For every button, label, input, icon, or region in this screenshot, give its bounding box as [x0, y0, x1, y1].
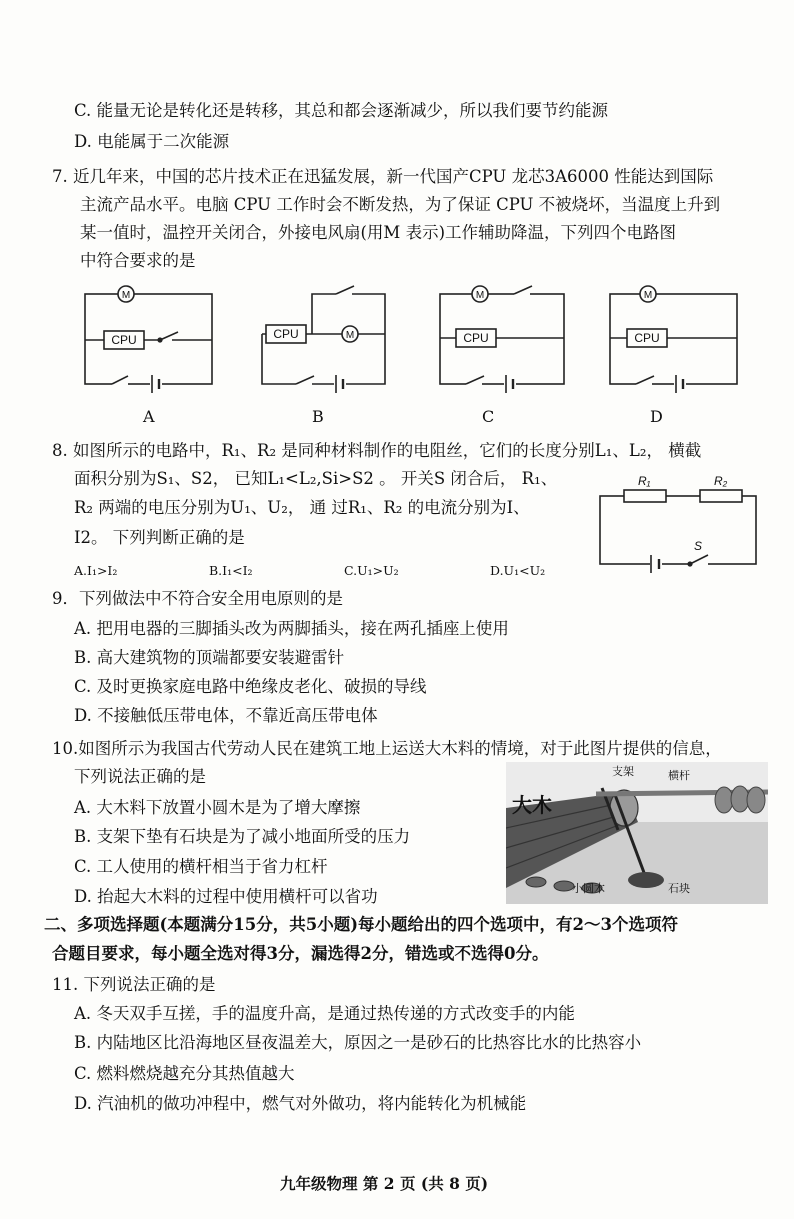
q10-option-b: B. 支架下垫有石块是为了减小地面所受的压力 [74, 827, 411, 846]
cpu-label-d: CPU [634, 331, 660, 345]
circuit-label-d: D [650, 407, 663, 426]
motor-label-d: M [643, 290, 653, 301]
q8-stem-line-2: 面积分别为S₁、S2， 已知L₁<L₂,Si>S2 。 开关S 闭合后， R₁、 [74, 469, 558, 488]
q11-option-b: B. 内陆地区比沿海地区昼夜温差大，原因之一是砂石的比热容比水的比热容小 [74, 1033, 642, 1052]
q7-stem-line-4: 中符合要求的是 [80, 251, 196, 270]
cpu-label-c: CPU [463, 331, 489, 345]
q11-stem: 11. 下列说法正确的是 [52, 975, 216, 994]
q8-stem-line-3: R₂ 两端的电压分别为U₁、U₂， 通 过R₁、R₂ 的电流分别为I、 [74, 498, 530, 517]
q10-stem-line-1: 10.如图所示为我国古代劳动人民在建筑工地上运送大木料的情境，对于此图片提供的信息， [52, 739, 722, 758]
q9-option-a: A. 把用电器的三脚插头改为两脚插头，接在两孔插座上使用 [74, 619, 509, 638]
q8-stem-line-4: I2。 下列判断正确的是 [74, 528, 245, 547]
circuit-label-c: C [482, 407, 495, 426]
q9-option-b: B. 高大建筑物的顶端都要安装避雷针 [74, 648, 345, 667]
q9-stem: 9．下列做法中不符合安全用电原则的是 [52, 589, 343, 608]
motor-label-a: M [121, 290, 131, 301]
motor-label-c: M [475, 290, 485, 301]
q11-option-d: D. 汽油机的做功冲程中，燃气对外做功，将内能转化为机械能 [74, 1094, 527, 1113]
resistor-r1 [624, 490, 666, 502]
section2-heading-line-1: 二、多项选择题(本题满分15分，共5小题)每小题给出的四个选项中，有2～3个选项符 [44, 915, 679, 934]
circuit-d [610, 286, 737, 393]
r2-label: R₂ [714, 474, 728, 488]
q7-stem-line-2: 主流产品水平。电脑 CPU 工作时会不断发热，为了保证 CPU 不被烧坏，当温度上升到 [80, 195, 721, 214]
motor-label-b: M [345, 330, 355, 341]
q9-option-d: D. 不接触低压带电体，不靠近高压带电体 [74, 706, 378, 725]
q8-option-d: D.U₁<U₂ [490, 563, 546, 578]
circuit-c [440, 286, 564, 393]
section2-heading-line-2: 合题目要求，每小题全选对得3分，漏选得2分，错选或不选得0分。 [52, 944, 549, 963]
label-bar: 横杆 [668, 770, 690, 782]
s-label: S [694, 539, 703, 553]
q7-stem-line-1: 7. 近几年来，中国的芯片技术正在迅猛发展，新一代国产CPU 龙芯3A6000 性能达到国际 [52, 167, 714, 186]
circuit-a [85, 286, 212, 393]
q7-stem-line-3: 某一值时，温控开关闭合，外接电风扇(用M 表示)工作辅助降温，下列四个电路图 [80, 223, 677, 242]
q8-option-c: C.U₁>U₂ [344, 563, 399, 578]
r1-label: R₁ [638, 474, 651, 488]
q9-option-c: C. 及时更换家庭电路中绝缘皮老化、破损的导线 [74, 677, 427, 696]
label-stone: 石块 [668, 883, 690, 895]
page-footer: 九年级物理 第 2 页 (共 8 页) [280, 1174, 489, 1193]
q11-option-c: C. 燃料燃烧越充分其热值越大 [74, 1064, 295, 1083]
q11-option-a: A. 冬天双手互搓，手的温度升高，是通过热传递的方式改变手的内能 [74, 1004, 575, 1023]
q10-option-c: C. 工人使用的横杆相当于省力杠杆 [74, 857, 328, 876]
label-big-wood: 大木 [512, 795, 552, 817]
q10-stem-line-2: 下列说法正确的是 [74, 767, 206, 786]
circuit-label-b: B [312, 407, 324, 426]
q10-option-d: D. 抬起大木料的过程中使用横杆可以省功 [74, 887, 378, 906]
q6-option-d: D. 电能属于二次能源 [74, 132, 230, 151]
circuit-label-a: A [143, 407, 155, 426]
q8-option-a: A.I₁>I₂ [74, 563, 118, 578]
q8-stem-line-1: 8. 如图所示的电路中，R₁、R₂ 是同种材料制作的电阻丝，它们的长度分别L₁、L₂， 横截 [52, 441, 702, 460]
label-bracket: 支架 [612, 766, 634, 778]
q6-option-c: C. 能量无论是转化还是转移，其总和都会逐渐减少，所以我们要节约能源 [74, 101, 609, 120]
q7-circuit-diagrams [0, 276, 794, 406]
q10-lumber-illustration [506, 762, 768, 904]
cpu-label-a: CPU [111, 333, 137, 347]
q8-circuit-diagram [590, 466, 770, 578]
cpu-label-b: CPU [273, 327, 299, 341]
resistor-r2 [700, 490, 742, 502]
q8-option-b: B.I₁<I₂ [209, 563, 253, 578]
q10-option-a: A. 大木料下放置小圆木是为了增大摩擦 [74, 798, 361, 817]
label-small-wood: 小圆木 [572, 883, 605, 895]
